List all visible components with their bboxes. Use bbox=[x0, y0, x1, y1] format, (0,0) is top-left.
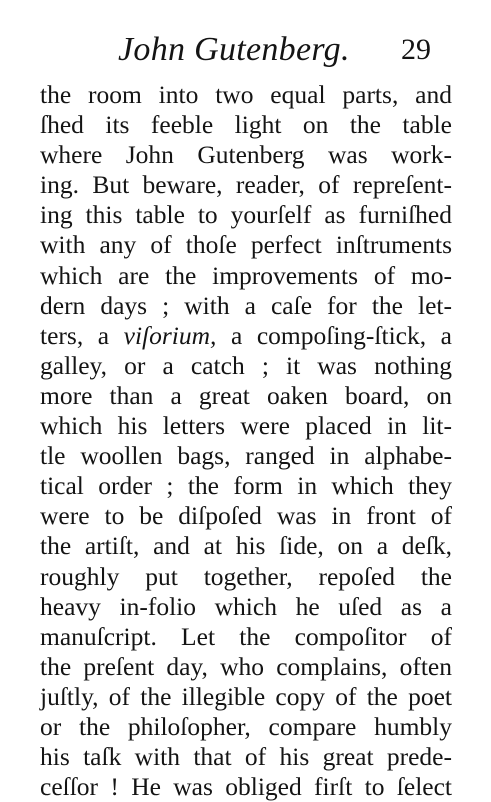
text-line: the artiſt, and at his ſide, on a deſk, bbox=[40, 531, 452, 561]
text-line: the preſent day, who complains, often bbox=[40, 651, 452, 681]
text-line: ing. But beware, reader, of repreſent- bbox=[40, 170, 452, 200]
text-line: tle woollen bags, ranged in alphabe- bbox=[40, 441, 452, 471]
text-line: which are the improvements of mo- bbox=[40, 260, 452, 290]
running-head bbox=[0, 28, 491, 72]
italic-term: viſorium, bbox=[123, 320, 217, 350]
text-line: galley, or a catch ; it was nothing bbox=[40, 350, 452, 380]
text-line: roughly put together, repoſed the bbox=[40, 561, 452, 591]
page-number: 29 bbox=[401, 33, 431, 66]
text-line: or the philoſopher, compare humbly bbox=[40, 711, 452, 741]
text-line: his taſk with that of his great prede- bbox=[40, 742, 452, 772]
text-line: heavy in-folio which he uſed as a bbox=[40, 591, 452, 621]
text-line: dern days ; with a caſe for the let- bbox=[40, 290, 452, 320]
text-line: which his letters were placed in lit- bbox=[40, 411, 452, 441]
body-text bbox=[40, 80, 452, 802]
text-line: manuſcript. Let the compoſitor of bbox=[40, 621, 452, 651]
running-title: John Gutenberg. bbox=[118, 31, 350, 68]
text-line bbox=[40, 321, 452, 351]
text-line: ing this table to yourſelf as furniſhed bbox=[40, 200, 452, 230]
text-segment: a compoſing-ſtick, a bbox=[216, 320, 452, 350]
text-line: more than a great oaken board, on bbox=[40, 380, 452, 410]
text-segment: ters, a bbox=[40, 320, 124, 350]
text-line: tical order ; the form in which they bbox=[40, 471, 452, 501]
text-line: with any of thoſe perfect inſtruments bbox=[40, 230, 452, 260]
text-line: juſtly, of the illegible copy of the poet bbox=[40, 681, 452, 711]
text-line: ſhed its feeble light on the table bbox=[40, 110, 452, 140]
text-line: were to be diſpoſed was in front of bbox=[40, 501, 452, 531]
text-line: where John Gutenberg was work- bbox=[40, 140, 452, 170]
text-line: ceſſor ! He was obliged firſt to ſelect bbox=[40, 772, 452, 802]
text-line: the room into two equal parts, and bbox=[40, 80, 452, 109]
